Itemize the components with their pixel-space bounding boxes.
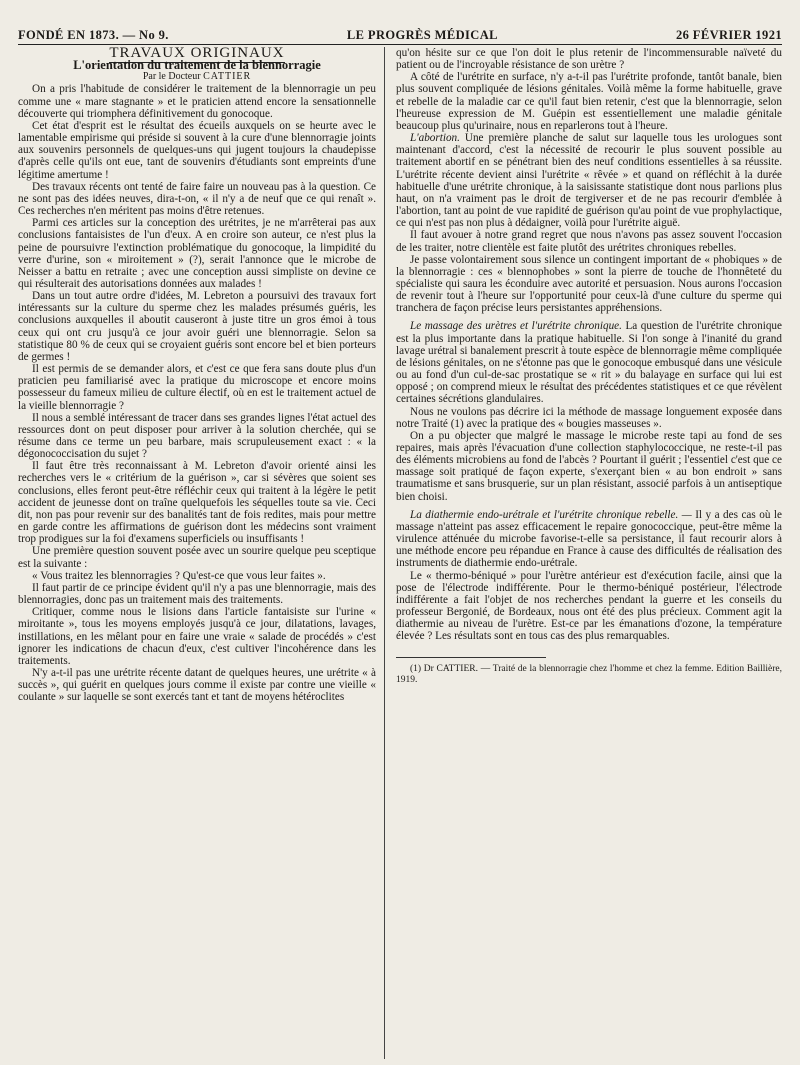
paragraph: Je passe volontairement sous silence un contingent important de « phobiques » de la blennorragie : ces « blennophobes » sont la pierre de touche de l'honnêteté du spécialiste qui saura les éconduire avec autorité et persuasion. Nous aurons l'occasion de revenir tout à l'heure sur l'opportunité pour ceux-là d'une culture du sperme qui tranchera de façon précise leurs persistantes appréhensions. bbox=[396, 253, 782, 315]
subheading-diathermie: La diathermie endo-urétrale et l'urétrite chronique rebelle. — bbox=[410, 508, 692, 521]
header-founded: FONDÉ EN 1873. — No 9. bbox=[18, 28, 169, 42]
paragraph: Des travaux récents ont tenté de faire faire un nouveau pas à la question. Ce ne sont pas des idées neuves, dira-t-on, « il n'y a de neuf que ce qui renaît ». Ces recherches n'en méritent pas moins d'être retenues. bbox=[18, 180, 376, 218]
paragraph: Il faut être très reconnaissant à M. Lebreton d'avoir orienté ainsi les recherches vers le « critérium de la guérison », car si sévères que soient ses conclusions, elles feront peut-être réfléchir ceux qui traitent à la légère le petit accident de jeunesse dont on traîne quelquefois les séquelles toute sa vie. Ceci dit, non pas pour revenir sur des banalités tant de fois redites, mais pour mettre en garde contre les affirmations de guérison dont les médecins sont vraiment trop prodigues sur la foi d'examens superficiels ou insuffisants ! bbox=[18, 460, 376, 546]
paragraph: Le massage des urètres et l'urétrite chronique. La question de l'urétrite chronique est la plus importante dans la pratique habituelle. Si l'on songe à l'inanité du grand lavage urétral si banalement prescrit à toute espèce de blennorragie même compliquée de lésions génitales, on ne s'étonne pas que le gonocoque embusqué dans une vésicule ou au fond d'un cul-de-sac prostatique se « rit » du balayage en surface qui lui est opposé ; on comprend mieux le résultat des précédentes statistiques et ce que révèlent certaines sécrétions glandulaires. bbox=[396, 320, 782, 406]
paragraph: Le « thermo-béniqué » pour l'urètre antérieur est d'exécution facile, ainsi que la pose de l'électrode indifférente. Pour le thermo-béniqué postérieur, l'électrode indifférente a fait l'objet de nos recherches pendant la guerre et les conseils du professeur Bergonié, de Bordeaux, nous ont été des plus précieux. Comment agit la diathermie au niveau de l'urètre. Est-ce par les émanations d'ozone, la température élevée ? Les résultats sont en tous cas des plus remarquables. bbox=[396, 569, 782, 643]
paragraph: L'abortion. Une première planche de salut sur laquelle tous les urologues sont maintenant d'accord, c'est la nécessité de recourir le plus souvent possible au traitement abortif en se pénétrant bien des neuf conditions essentielles à sa réussite. L'urétrite récente devient ainsi l'urétrite « rêvée » et quand on réfléchit à la durée habituelle d'une urétrite chronique, à la saisissante statistique dont nous parlions plus haut, on n'a vraiment pas le droit de tergiverser et de ne pas recourir d'emblée à l'abortion, tant au point de vue rapidité de guérison qu'au point de vue prophylactique, ce qui n'est pas non plus à dédaigner, voilà pour l'urétrite aiguë. bbox=[396, 132, 782, 230]
issue-date: 26 FÉVRIER 1921 bbox=[675, 28, 782, 42]
footnote-rule bbox=[396, 657, 546, 658]
paragraph: Parmi ces articles sur la conception des urétrites, je ne m'arrêterai pas aux conclusions fantaisistes de l'un d'eux. A en croire son auteur, ce n'est plus la peine de poursuivre l'extinction problématique du gonocoque, la limpidité du verre d'urine, son « miroitement » (?), serait l'annonce que le microbe de Neisser a battu en retraite ; avec une conception aussi simpliste on devine ce qui résulterait des autorisations données aux malades ! bbox=[18, 217, 376, 290]
journal-title: LE PROGRÈS MÉDICAL bbox=[346, 28, 498, 42]
paragraph: Dans un tout autre ordre d'idées, M. Lebreton a poursuivi des travaux fort intéressants sur la culture du sperme chez les malades présumés guéris, les conclusions auxquelles il aboutit causeront à juste titre un gros émoi à tous ceux qui ont cru jusqu'à ce jour avoir guéri une blennorragie. Selon sa statistique 80 % de ceux qui se croyaient guéris sont encore bel et bien porteurs de germes ! bbox=[18, 290, 376, 363]
paragraph: On a pu objecter que malgré le massage le microbe reste tapi au fond de ses repaires, mais après l'évacuation d'une collection staphylococcique, ne reste-t-il pas des éléments microbiens au fond de l'abcès ? Pourtant il guérit ; l'essentiel c'est que ce massage soit pratiqué de façon experte, s'exerçant bien « au bon endroit » sans traumatisme et sans brusquerie, sur un plan résistant, associé parfois à un antiseptique bien choisi. bbox=[396, 429, 782, 503]
paragraph: Nous ne voulons pas décrire ici la méthode de massage longuement exposée dans notre Traité (1) avec la pratique des « bougies masseuses ». bbox=[396, 405, 782, 430]
paragraph: Il nous a semblé intéressant de tracer dans ses grandes lignes l'état actuel des ressources dont on peut disposer pour arriver à la solution cherchée, qui se résume dans ce terme un peu barbare, mais scrupuleusement exact : « la dégonococcisation du sujet ? bbox=[18, 411, 376, 461]
column-divider bbox=[384, 47, 385, 1059]
paragraph: Il faut avouer à notre grand regret que nous n'avons pas assez souvent l'occasion de les traiter, notre clientèle est faite plutôt des urétrites chroniques rebelles. bbox=[396, 229, 782, 254]
footnote: (1) Dr CATTIER. — Traité de la blennorragie chez l'homme et chez la femme. Edition Baillière, 1919. bbox=[396, 663, 782, 685]
paragraph: On a pris l'habitude de considérer le traitement de la blennorragie un peu comme une « mare stagnante » et le praticien attend encore la sensationnelle découverte qui triomphera définitivement du gonocoque. bbox=[18, 83, 376, 120]
subheading-abortion: L'abortion. bbox=[410, 132, 460, 145]
paragraph: A côté de l'urétrite en surface, n'y a-t-il pas l'urétrite profonde, tantôt banale, bien plus souvent compliquée de lésions génitales. Voilà même la forme habituelle, grave et rebelle de la maladie car ce qu'il faut bien retenir, c'est que la blennorragie, selon l'heureuse expression de M. Guépin est essentiellement une maladie génitale beaucoup plus qu'urinaire, nous en reparlerons tout à l'heure. bbox=[396, 71, 782, 132]
paragraph: Une première question souvent posée avec un sourire quelque peu sceptique est la suivante : bbox=[18, 545, 376, 570]
section-title: TRAVAUX ORIGINAUX bbox=[109, 47, 285, 61]
right-column bbox=[396, 47, 782, 1062]
author-name: CATTIER bbox=[203, 71, 252, 83]
article-title: L'orientation du traitement de la blennorragie bbox=[73, 58, 321, 73]
byline: Par le Docteur CATTIER bbox=[142, 71, 252, 83]
page-header bbox=[18, 28, 782, 43]
paragraph: Cet état d'esprit est le résultat des écueils auxquels on se heurte avec le lamentable empirisme qui préside si souvent à la cure d'une blennorragie joints aux souvenirs personnels de quelques-uns qui jugent toujours la chaudepisse d'après celle qu'ils ont eue, tant de souvenirs d'étudiants sont empreints d'une légitime amertume ! bbox=[18, 119, 376, 181]
paragraph: La diathermie endo-urétrale et l'urétrite chronique rebelle. — Il y a des cas où le massage n'atteint pas assez efficacement le repaire gonococcique, peut-être même la virulence atténuée du microbe favorise-t-elle sa persistance, il faut recourir alors à une méthode encore peu répandue en France à cause des difficultés de réalisation des instruments de diathermie endo-urétrale. bbox=[396, 508, 782, 570]
paragraph: Il faut partir de ce principe évident qu'il n'y a pas une blennorragie, mais des blennorragies, donc pas un traitement mais des traitements. bbox=[18, 581, 376, 607]
left-column bbox=[18, 47, 376, 1062]
paragraph: qu'on hésite sur ce que l'on doit le plus retenir de l'incommensurable naïveté du patient ou de l'incroyable résistance de son urètre ? bbox=[396, 47, 782, 72]
subheading-massage: Le massage des urètres et l'urétrite chronique. bbox=[410, 320, 622, 333]
paragraph: Critiquer, comme nous le lisions dans l'article fantaisiste sur l'urine « miroitante », tous les moyens employés jusqu'à ce jour, dilatations, lavages, instillations, en les mêlant pour en faire une vraie « salade de procédés » c'est ignorer les indications de chacun d'eux, c'est cultiver l'incohérence dans les traitements. bbox=[18, 606, 376, 667]
paragraph: N'y a-t-il pas une urétrite récente datant de quelques heures, une urétrite « à succès », qui guérit en quelques jours comme il existe par contre une vieille « coulante » sur laquelle se sont exercés tant et tant de moyens hétéroclites bbox=[18, 666, 376, 704]
paragraph: Il est permis de se demander alors, et c'est ce que fera sans doute plus d'un praticien peu familiarisé avec la pratique du microscope et encore moins possesseur du fameux milieu de culture électif, où en est le traitement actuel de la vieille blennorragie ? bbox=[18, 363, 376, 412]
paragraph: « Vous traitez les blennorragies ? Qu'est-ce que vous leur faites ». bbox=[32, 569, 326, 582]
header-rule bbox=[18, 44, 782, 45]
